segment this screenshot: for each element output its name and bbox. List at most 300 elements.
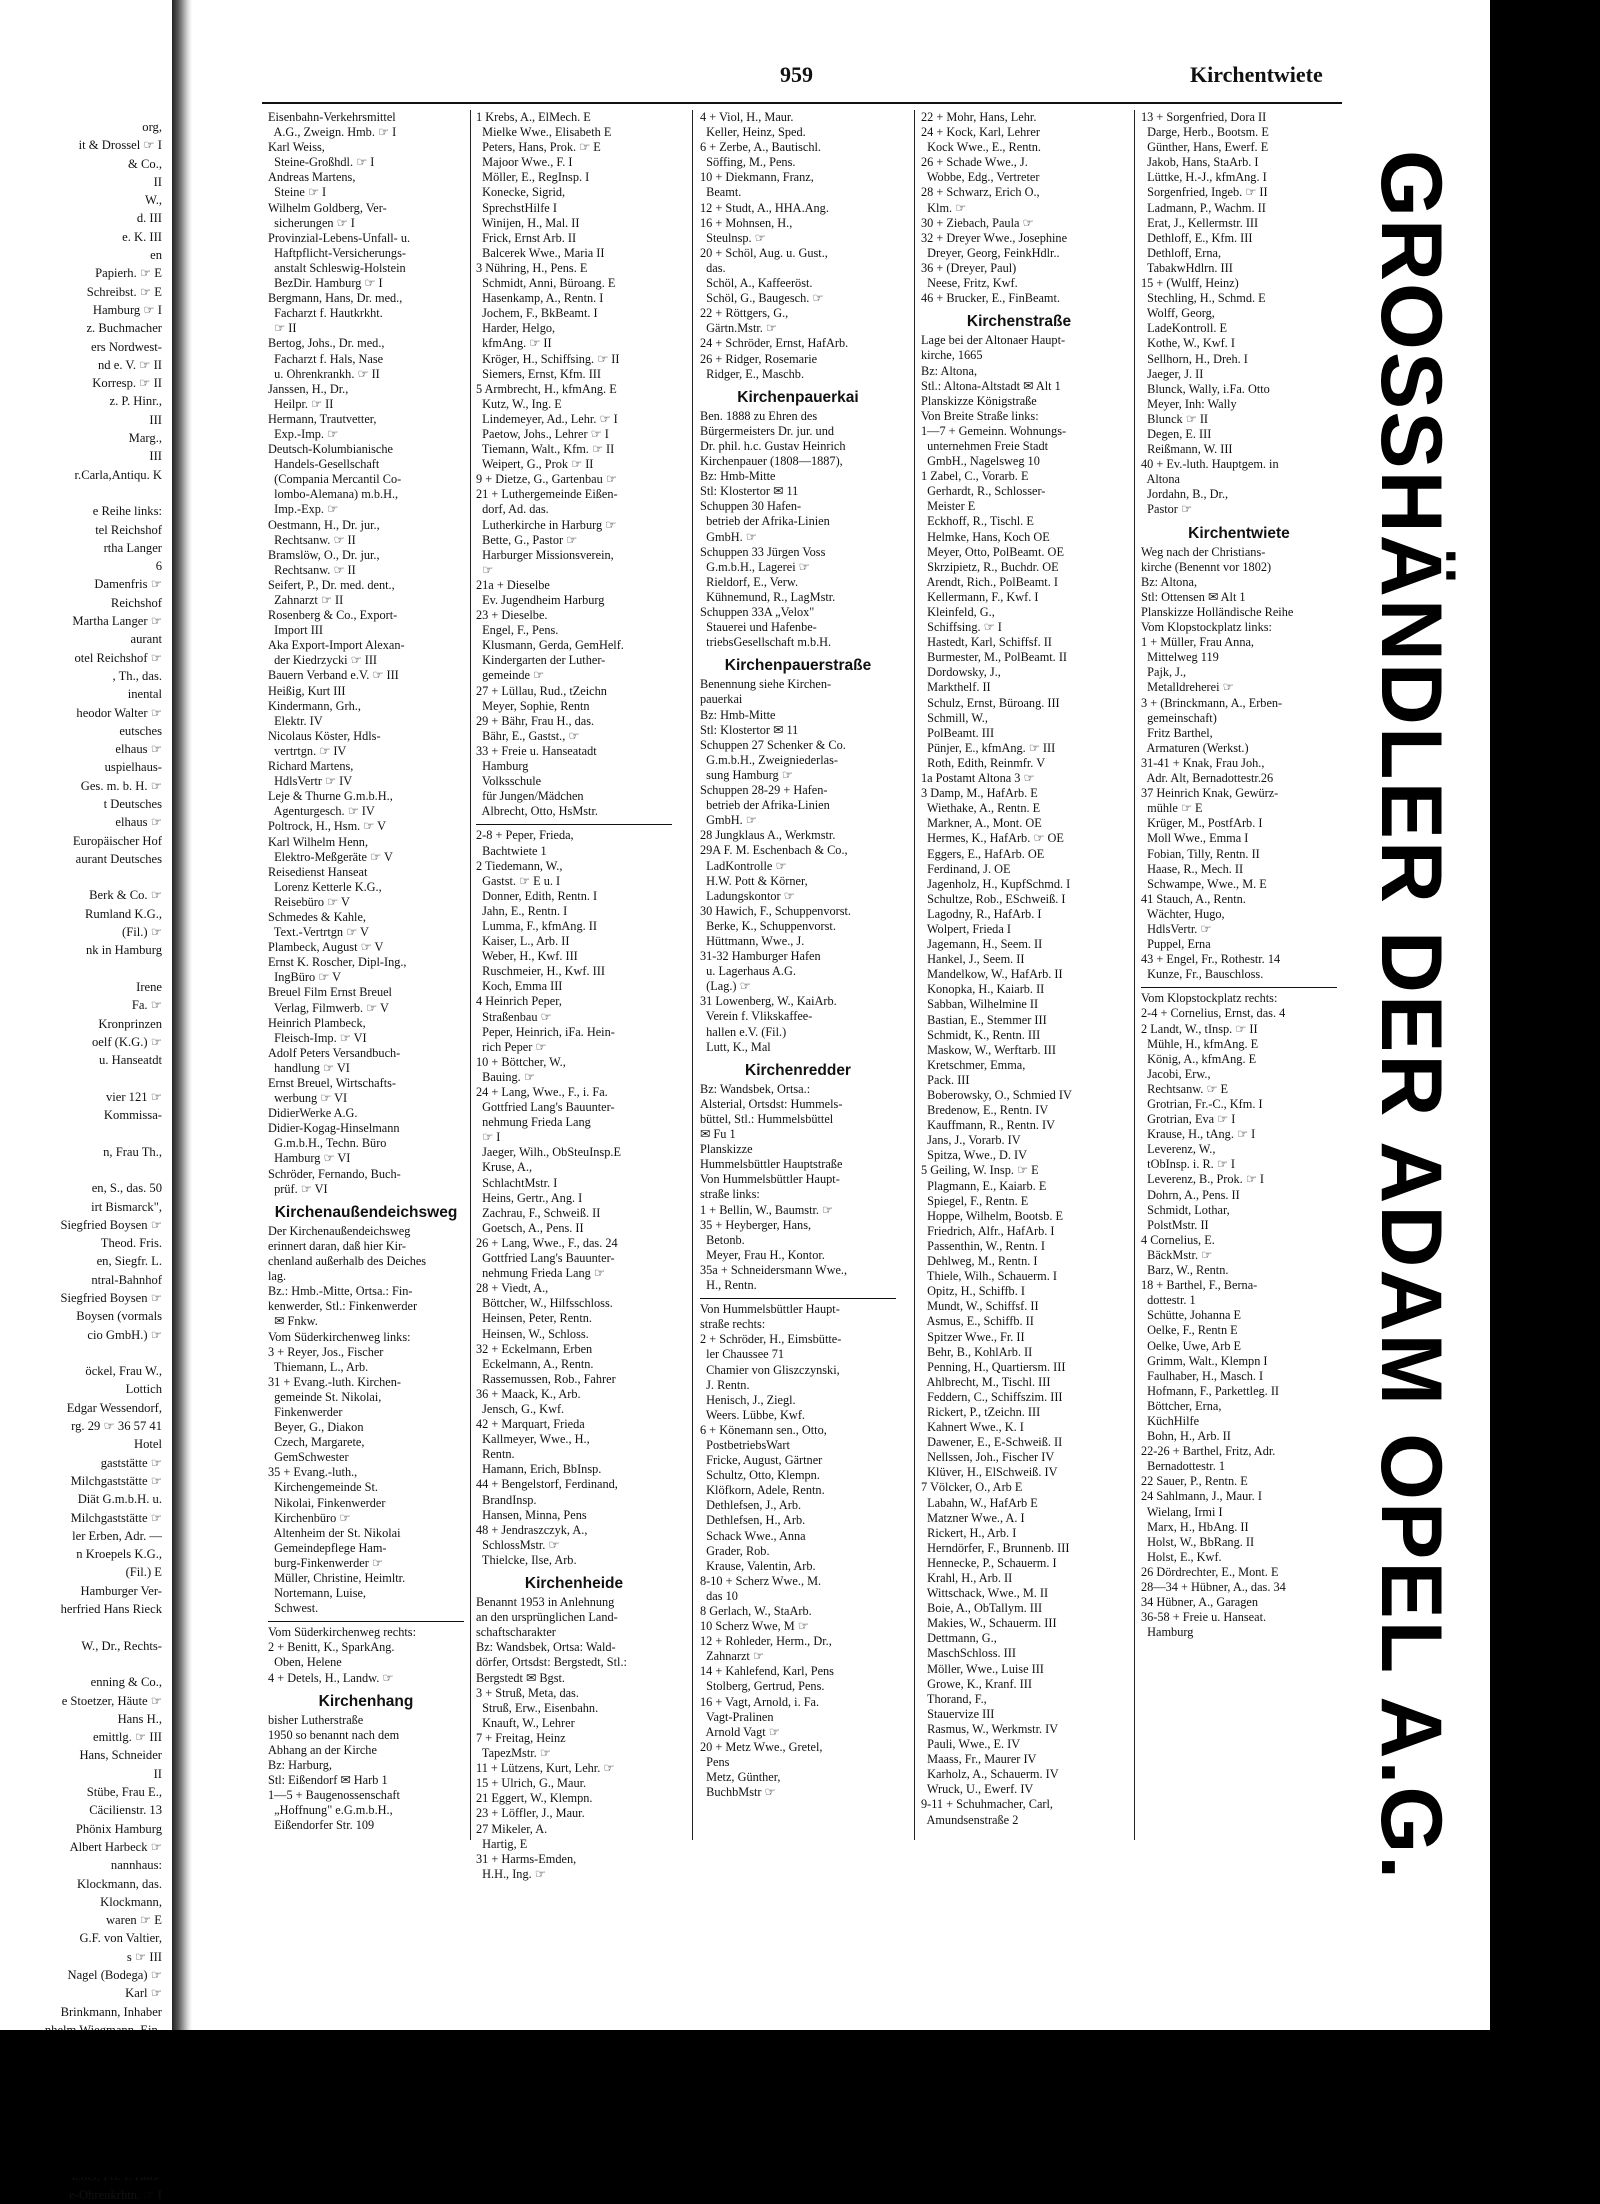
directory-line: TapezMstr. ☞: [476, 1746, 551, 1761]
directory-line: Karl Weiss,: [268, 140, 325, 155]
directory-line: Kleinfeld, G.,: [921, 605, 995, 619]
directory-line: Arendt, Rich., PolBeamt. I: [921, 574, 1058, 589]
directory-line: Steine ☞ I: [268, 185, 327, 200]
directory-line: 43 + Engel, Fr., Rothestr. 14: [1141, 952, 1281, 967]
directory-line: Peters, Hans, Prok. ☞ E: [476, 140, 601, 155]
directory-line: 6 + Könemann sen., Otto,: [700, 1422, 827, 1437]
directory-line: gemeinde ☞: [476, 668, 545, 683]
directory-line: G.m.b.H., Lagerei ☞: [700, 559, 810, 574]
directory-line: Jaeger, J. II: [1141, 366, 1204, 381]
directory-line: Thiele, Wilh., Schauerm. I: [921, 1269, 1057, 1284]
directory-line: Fricke, August, Gärtner: [700, 1453, 823, 1468]
directory-line: 31-32 Hamburger Hafen: [700, 949, 821, 964]
directory-line: Schmidt, Anni, Büroang. E: [476, 276, 616, 291]
directory-line: Darge, Herb., Bootsm. E: [1141, 125, 1269, 140]
directory-line: Benannt 1953 in Anlehnung: [476, 1595, 615, 1610]
directory-line: Stl.: Altona-Altstadt ✉ Alt 1: [921, 378, 1061, 393]
directory-line: Weber, H., Kwf. III: [476, 949, 578, 964]
directory-line: Ruschmeier, H., Kwf. III: [476, 964, 605, 979]
directory-line: gemeinde St. Nikolai,: [268, 1389, 382, 1404]
directory-line: Pauli, Wwe., E. IV: [921, 1737, 1021, 1752]
directory-line: Sabban, Wilhelmine II: [921, 997, 1039, 1012]
directory-line: Nortemann, Luise,: [268, 1586, 367, 1601]
directory-line: Schwampe, Wwe., M. E: [1141, 876, 1267, 891]
directory-line: Kirchenbüro ☞: [268, 1510, 351, 1525]
directory-line: Amundsenstraße 2: [921, 1812, 1019, 1827]
directory-line: 22 Sauer, P., Rentn. E: [1141, 1474, 1248, 1489]
directory-line: Bramslöw, O., Dr. jur.,: [268, 547, 380, 562]
directory-line: Müller, Christine, Heimltr.: [268, 1571, 406, 1585]
column-3: [700, 110, 896, 1860]
directory-line: Eckelmann, A., Rentn.: [476, 1356, 594, 1371]
directory-line: Gastst. ☞ E u. I: [476, 873, 561, 888]
directory-line: Böttcher, W., Hilfsschloss.: [476, 1296, 613, 1311]
directory-line: 41 Stauch, A., Rentn.: [1141, 891, 1246, 906]
directory-line: 15 + Ulrich, G., Maur.: [476, 1776, 587, 1791]
directory-line: Helmke, Hans, Koch OE: [921, 529, 1050, 544]
directory-line: das 10: [700, 1588, 738, 1603]
directory-line: Hennecke, P., Schauerm. I: [921, 1555, 1057, 1570]
directory-line: Hummelsbüttler Hauptstraße: [700, 1157, 843, 1172]
directory-line: Leverenz, B., Prok. ☞ I: [1141, 1172, 1265, 1187]
directory-line: Fobian, Tilly, Rentn. II: [1141, 846, 1260, 861]
directory-line: Henisch, J., Ziegl.: [700, 1392, 796, 1407]
directory-line: Asmus, E., Schiffb. II: [921, 1314, 1034, 1329]
directory-line: Schuppen 27 Schenker & Co.: [700, 737, 846, 752]
directory-line: Harder, Helgo,: [476, 321, 556, 336]
directory-line: 31 + Evang.-luth. Kirchen-: [268, 1374, 401, 1389]
directory-line: Breuel Film Ernst Breuel: [268, 985, 392, 1000]
directory-line: 35 + Evang.-luth.,: [268, 1465, 358, 1480]
directory-line: Leverenz, W.,: [1141, 1142, 1216, 1157]
directory-line: Krause, Valentin, Arb.: [700, 1558, 816, 1573]
directory-line: 42 + Marquart, Frieda: [476, 1417, 585, 1432]
directory-line: Gerhardt, R., Schlosser-: [921, 484, 1046, 499]
directory-line: chenland außerhalb des Deiches: [268, 1254, 427, 1269]
directory-line: Heißig, Kurt III: [268, 683, 346, 698]
directory-line: H.W. Pott & Körner,: [700, 873, 808, 888]
directory-line: Wolff, Georg,: [1141, 306, 1215, 321]
directory-line: Verlag, Filmwerb. ☞ V: [268, 1000, 389, 1015]
directory-line: Feddern, C., Schiffszim. III: [921, 1389, 1063, 1404]
directory-line: Lagodny, R., HafArb. I: [921, 906, 1042, 921]
directory-line: Dordowsky, J.,: [921, 665, 1001, 680]
directory-line: Frick, Ernst Arb. II: [476, 230, 577, 245]
directory-line: kfmAng. ☞ II: [476, 336, 552, 351]
directory-line: Finkenwerder: [268, 1404, 343, 1419]
directory-line: Stauervize III: [921, 1706, 995, 1721]
street-heading: Kirchenheide: [524, 1575, 624, 1592]
directory-line: Behr, B., KohlArb. II: [921, 1344, 1033, 1359]
directory-line: Bz: Hmb-Mitte: [700, 469, 776, 484]
directory-line: Schuppen 28-29 + Hafen-: [700, 783, 828, 798]
directory-line: 4 + Viol, H., Maur.: [700, 110, 794, 124]
directory-line: Steulnsp. ☞: [700, 230, 766, 245]
directory-line: 3 Damp, M., HafArb. E: [921, 786, 1038, 801]
directory-line: DidierWerke A.G.: [268, 1106, 358, 1121]
directory-line: G.m.b.H., Zweigniederlas-: [700, 752, 838, 767]
directory-line: „Hoffnung" e.G.m.b.H.,: [268, 1803, 393, 1818]
directory-line: Hasenkamp, A., Rentn. I: [476, 291, 604, 306]
directory-line: Schultze, Rob., ESchweiß. I: [921, 891, 1066, 906]
directory-line: Ferdinand, J. OE: [921, 861, 1011, 876]
directory-line: Kirchengemeinde St.: [268, 1480, 378, 1495]
directory-line: Janssen, H., Dr.,: [268, 381, 349, 396]
directory-line: Leje & Thurne G.m.b.H.,: [268, 789, 393, 804]
directory-line: Makies, W., Schauerm. III: [921, 1616, 1057, 1631]
directory-line: Meyer, Sophie, Rentn: [476, 698, 590, 713]
directory-line: Grimm, Walt., Klempn I: [1141, 1353, 1268, 1368]
directory-line: Spiegel, F., Rentn. E: [921, 1193, 1029, 1208]
directory-line: kirche, 1665: [921, 348, 983, 363]
directory-line: Andreas Martens,: [268, 170, 356, 185]
directory-line: Bergmann, Hans, Dr. med.,: [268, 291, 403, 306]
directory-line: 21a + Dieselbe: [476, 577, 550, 592]
directory-line: lag.: [268, 1269, 287, 1284]
directory-line: Hamburg: [1141, 1625, 1194, 1640]
directory-line: Albrecht, Otto, HsMstr.: [476, 804, 598, 819]
directory-line: Kühnemund, R., LagMstr.: [700, 589, 836, 604]
column-divider: [914, 110, 915, 1840]
directory-line: ✉ Fu 1: [700, 1127, 736, 1142]
directory-line: 28 + Schwarz, Erich O.,: [921, 185, 1040, 200]
directory-line: Von Hummelsbüttler Haupt-: [700, 1172, 840, 1187]
directory-line: Aka Export-Import Alexan-: [268, 638, 405, 653]
directory-line: Armaturen (Werkst.): [1141, 740, 1249, 755]
directory-line: (Lag.) ☞: [700, 979, 751, 994]
directory-line: Hamburg: [476, 759, 529, 774]
directory-line: 5 Armbrecht, H., kfmAng. E: [476, 381, 617, 396]
directory-line: Dethlefsen, J., Arb.: [700, 1498, 802, 1513]
directory-line: Spitza, Wwe., D. IV: [921, 1148, 1027, 1163]
directory-line: Schmill, W.,: [921, 710, 988, 725]
directory-line: Dethloff, E., Kfm. III: [1141, 230, 1253, 245]
directory-line: Pastor ☞: [1141, 502, 1192, 517]
directory-line: Schulz, Ernst, Büroang. III: [921, 695, 1060, 710]
directory-line: Schiffsing. ☞ I: [921, 620, 1002, 635]
directory-line: Labahn, W., HafArb E: [921, 1495, 1038, 1510]
directory-line: kenwerder, Stl.: Finkenwerder: [268, 1299, 418, 1314]
directory-line: hallen e.V. (Fil.): [700, 1024, 787, 1039]
directory-line: Schütte, Johanna E: [1141, 1308, 1242, 1323]
directory-line: Meyer, Otto, PolBeamt. OE: [921, 544, 1064, 559]
directory-line: Plambeck, August ☞ V: [268, 940, 384, 955]
directory-line: Böttcher, Erna,: [1141, 1398, 1222, 1413]
directory-line: kirche (Benennt vor 1802): [1141, 559, 1272, 574]
directory-line: Grader, Rob.: [700, 1543, 770, 1558]
directory-line: Growe, K., Kranf. III: [921, 1676, 1032, 1691]
scan-border-bottom: [0, 2030, 1600, 2177]
directory-line: Kutz, W., Ing. E: [476, 396, 562, 411]
directory-line: 1 + Müller, Frau Anna,: [1141, 635, 1255, 650]
directory-line: Boie, A., ObTallym. III: [921, 1601, 1043, 1616]
directory-line: 29 + Bähr, Frau H., das.: [476, 713, 595, 728]
directory-line: Weers. Lübbe, Kwf.: [700, 1407, 805, 1422]
directory-line: HdlsVertr. ☞: [1141, 921, 1212, 936]
directory-line: 33 + Freie u. Hanseatadt: [476, 743, 597, 758]
directory-line: Winijen, H., Mal. II: [476, 215, 580, 230]
directory-line: Kallmeyer, Wwe., H.,: [476, 1432, 590, 1447]
directory-line: 1—7 + Gemeinn. Wohnungs-: [921, 423, 1067, 438]
directory-line: nehmung Frieda Lang: [476, 1115, 591, 1130]
directory-line: Stauerei und Hafenbe-: [700, 620, 817, 635]
directory-line: Chamier von Gliszczynski,: [700, 1362, 840, 1377]
directory-line: 21 Eggert, W., Klempn.: [476, 1791, 593, 1806]
directory-line: Wobbe, Edg., Vertreter: [921, 170, 1040, 185]
directory-line: Kruse, A.,: [476, 1160, 533, 1175]
vertical-advertisement: [1363, 150, 1490, 1882]
directory-line: Grotrian, Fr.-C., Kfm. I: [1141, 1097, 1263, 1111]
directory-line: Von Hummelsbüttler Haupt-: [700, 1302, 840, 1317]
directory-line: Benennung siehe Kirchen-: [700, 677, 832, 692]
directory-line: Karl Wilhelm Henn,: [268, 834, 369, 849]
directory-line: 8 Gerlach, W., StaArb.: [700, 1604, 812, 1618]
directory-line: Schwest.: [268, 1601, 319, 1616]
directory-line: Kauffmann, R., Rentn. IV: [921, 1118, 1055, 1133]
directory-line: PolstMstr. II: [1141, 1217, 1209, 1232]
directory-line: Handels-Gesellschaft: [268, 457, 380, 472]
directory-line: Steine-Großhdl. ☞ I: [268, 155, 375, 170]
directory-line: Zahnarzt ☞ II: [268, 593, 344, 607]
directory-line: Beyer, G., Diakon: [268, 1420, 364, 1435]
directory-line: Krause, H., tAng. ☞ I: [1141, 1127, 1256, 1142]
directory-line: Heins, Gertr., Ang. I: [476, 1190, 583, 1205]
directory-line: 4 Cornelius, E.: [1141, 1232, 1215, 1247]
directory-line: dörfer, Ortsdst: Bergstedt, Stl.:: [476, 1655, 627, 1670]
directory-line: an den ursprünglichen Land-: [476, 1610, 618, 1625]
directory-line: Wilhelm Goldberg, Ver-: [268, 200, 387, 215]
directory-line: Barz, W., Rentn.: [1141, 1263, 1229, 1278]
directory-line: Pajk, J.,: [1141, 665, 1187, 680]
directory-line: Wiethake, A., Rentn. E: [921, 801, 1041, 816]
directory-line: PolBeamt. III: [921, 725, 995, 740]
directory-line: Facharzt f. Hals, Nase: [268, 351, 384, 366]
directory-line: straße rechts:: [700, 1317, 766, 1332]
directory-line: SchlossMstr. ☞: [476, 1537, 560, 1552]
directory-line: 31 + Harms-Emden,: [476, 1851, 577, 1866]
directory-line: Rassemussen, Rob., Fahrer: [476, 1371, 616, 1386]
directory-line: Stolberg, Gertrud, Pens.: [700, 1679, 825, 1694]
directory-line: Lutt, K., Mal: [700, 1039, 771, 1054]
column-divider: [470, 110, 471, 1840]
directory-line: Vagt-Pralinen: [700, 1709, 774, 1724]
directory-line: ☞ I: [476, 1130, 501, 1145]
directory-line: Bertog, Johs., Dr. med.,: [268, 336, 385, 351]
directory-line: Kröger, H., Schiffsing. ☞ II: [476, 351, 620, 366]
column-2: [476, 110, 672, 1881]
directory-line: 48 + Jendraszczyk, A.,: [476, 1522, 588, 1537]
directory-line: Heilpr. ☞ II: [268, 396, 334, 411]
directory-line: Ernst Breuel, Wirtschafts-: [268, 1076, 397, 1090]
directory-line: Jagenholz, H., KupfSchmd. I: [921, 876, 1071, 891]
directory-line: Oestmann, H., Dr. jur.,: [268, 517, 380, 532]
directory-line: 13 + Sorgenfried, Dora II: [1141, 110, 1267, 124]
street-heading: Kirchenpauerkai: [737, 388, 859, 406]
directory-line: Import III: [268, 623, 323, 638]
directory-line: Rechtsanw. ☞ II: [268, 532, 356, 547]
directory-line: Rechtsanw. ☞ II: [268, 562, 356, 577]
directory-line: 28—34 + Hübner, A., das. 34: [1141, 1580, 1286, 1594]
running-head: Kirchentwiete: [1190, 62, 1323, 87]
directory-line: Abhang an der Kirche: [268, 1742, 377, 1757]
directory-line: 6 + Zerbe, A., Bautischl.: [700, 140, 821, 155]
directory-line: LadKontrolle ☞: [700, 858, 787, 873]
advertisement-text: GROSSHÄNDLER DER ADAM OPEL A.G.: [1363, 150, 1459, 1882]
directory-line: Ahlbrecht, M., Tischl. III: [921, 1374, 1051, 1389]
directory-line: Blunck, Wally, i.Fa. Otto: [1141, 381, 1270, 396]
facing-page-text: org, it & Drossel ☞ I & Co., II W., d. III e. K. III en Papierh. ☞ E Schreibst. ☞ E Hamburg ☞ I z. Buchmacher ers Nordwest- nd e. V. ☞ II Korresp. ☞ II z. P. Hinr., III Marg., III r.Carla,Antiqu. K e Reihe links: tel Reichshof rtha Langer 6 Damenfris ☞ Reichshof Martha Langer ☞ aurant otel Reichshof ☞ , Th., das. inental heodor Walter ☞ eutsches elhaus ☞ uspielhaus- Ges. m. b. H. ☞ t Deutsches elhaus ☞ Europäischer Hof aurant Deutsches Berk & Co. ☞ Rumland K.G., (Fil.) ☞ nk in Hamburg Irene Fa. ☞ Kronprinzen oelf (K.G.) ☞ u. Hanseatdt vier 121 ☞ Kommissa- n, Frau Th., en, S., das. 50 irt Bismarck", Siegfried Boysen ☞ Theod. Fris. en, Siegfr. L. ntral-Bahnhof Siegfried Boysen ☞ Boysen (vormals cio GmbH.) ☞ öckel, Frau W., Lottich Edgar Wessendorf, rg. 29 ☞ 36 57 41 Hotel gaststätte ☞ Milchgaststätte ☞ Diät G.m.b.H. u. Milchgaststätte ☞ ler Erben, Adr. — n Kroepels K.G., (Fil.) E Hamburger Ver- herfried Hans Rieck W., Dr., Rechts- enning & Co., e Stoetzer, Häute ☞ Hans H., emittlg. ☞ III Hans, Schneider II Stübe, Frau E., Cäcilienstr. 13 Phönix Hamburg Albert Harbeck ☞ nannhaus: Klockmann, das. Klockmann, waren ☞ E G.F. von Valtier, s ☞ III Nagel (Bodega) ☞ Karl ☞ Brinkmann, Inhaber e-Ohrenkrhtn. ☞ I: [60, 120, 162, 2202]
directory-line: 27 + Lüllau, Rud., tZeichn: [476, 683, 607, 698]
directory-line: Facharzt f. Hautkrkht.: [268, 306, 383, 321]
directory-line: 30 + Ziebach, Paula ☞: [921, 215, 1034, 230]
directory-line: Ladungskontor ☞: [700, 888, 795, 903]
directory-line: H.H., Ing. ☞: [476, 1866, 546, 1881]
directory-line: Meister E: [921, 499, 976, 514]
directory-line: lombo-Alemana) m.b.H.,: [268, 487, 399, 502]
directory-line: 15 + (Wulff, Heinz): [1141, 276, 1239, 291]
directory-line: Engel, F., Pens.: [476, 623, 559, 638]
column-divider: [692, 110, 693, 1840]
directory-line: Marx, H., HbAng. II: [1141, 1519, 1249, 1534]
directory-line: betrieb der Afrika-Linien: [700, 514, 830, 529]
directory-line: Adolf Peters Versandbuch-: [268, 1045, 401, 1060]
directory-line: Bz: Altona,: [1141, 574, 1198, 589]
directory-line: Peper, Heinrich, iFa. Hein-: [476, 1024, 615, 1039]
directory-line: 10 + Diekmann, Franz,: [700, 170, 814, 185]
directory-line: 1 Krebs, A., ElMech. E: [476, 110, 591, 124]
directory-line: Mandelkow, W., HafArb. II: [921, 967, 1063, 982]
directory-line: das.: [700, 260, 726, 275]
street-heading: Kirchenaußendeichsweg: [274, 1203, 458, 1221]
directory-line: handlung ☞ VI: [268, 1060, 350, 1075]
directory-line: Metz, Günther,: [700, 1770, 781, 1785]
directory-line: straße links:: [700, 1187, 760, 1202]
book-gutter: [172, 0, 192, 2030]
directory-line: Markner, A., Mont. OE: [921, 816, 1042, 831]
directory-line: 21 + Luthergemeinde Eißen-: [476, 487, 618, 502]
directory-line: mühle ☞ E: [1141, 801, 1203, 816]
directory-line: Knauft, W., Lehrer: [476, 1715, 575, 1730]
directory-line: 1—5 + Baugenossenschaft: [268, 1788, 400, 1803]
directory-line: Schuppen 33 Jürgen Voss: [700, 544, 826, 559]
directory-line: 22 + Mohr, Hans, Lehr.: [921, 110, 1037, 124]
directory-line: Jordahn, B., Dr.,: [1141, 487, 1229, 502]
directory-line: Rickert, H., Arb. I: [921, 1525, 1017, 1540]
directory-line: Bohn, H., Arb. II: [1141, 1429, 1231, 1444]
directory-line: GmbH. ☞: [700, 813, 757, 828]
directory-line: Zahnarzt ☞: [700, 1649, 764, 1664]
page-number: 959: [780, 62, 813, 87]
directory-line: GemSchwester: [268, 1450, 349, 1465]
directory-line: Weg nach der Christians-: [1141, 544, 1266, 559]
directory-line: Bette, G., Pastor ☞: [476, 532, 578, 547]
directory-line: Hermann, Trautvetter,: [268, 411, 377, 426]
directory-line: der Kiedrzycki ☞ III: [268, 653, 378, 668]
street-heading: Kirchenpauerstraße: [724, 657, 872, 675]
directory-line: Bredenow, E., Rentn. IV: [921, 1103, 1049, 1118]
directory-line: Kirchenpauer (1808—1887),: [700, 454, 843, 469]
directory-line: Matzner Wwe., A. I: [921, 1510, 1025, 1525]
section-rule: [476, 824, 672, 825]
directory-line: Bz: Hmb-Mitte: [700, 707, 776, 722]
street-heading: Kirchenredder: [745, 1061, 851, 1079]
directory-line: 26 + Ridger, Rosemarie: [700, 351, 818, 366]
section-rule: [268, 1621, 464, 1622]
directory-line: Adr. Alt, Bernadottestr.26: [1141, 771, 1274, 786]
directory-line: 2 + Benitt, K., SparkAng.: [268, 1640, 395, 1655]
directory-line: Wruck, U., Ewerf. IV: [921, 1782, 1034, 1797]
directory-line: Markthelf. II: [921, 680, 991, 695]
directory-line: 10 Scherz Wwe, M ☞: [700, 1619, 809, 1634]
directory-line: Keller, Heinz, Sped.: [700, 125, 806, 140]
directory-line: gemeinschaft): [1141, 710, 1217, 725]
directory-line: Konecke, Sigrid,: [476, 185, 566, 200]
directory-line: Reißmann, W. III: [1141, 442, 1233, 457]
directory-line: 8-10 + Scherz Wwe., M.: [700, 1573, 822, 1588]
directory-line: Majoor Wwe., F. I: [476, 155, 573, 170]
directory-line: Grotrian, Eva ☞ I: [1141, 1112, 1236, 1127]
directory-line: Hastedt, Karl, Schiffsf. II: [921, 635, 1052, 650]
directory-line: Verein f. Vlikskaffee-: [700, 1009, 813, 1024]
directory-line: 28 + Viedt, A.,: [476, 1281, 549, 1296]
directory-line: Reisedienst Hanseat: [268, 864, 368, 879]
directory-line: 32 + Eckelmann, Erben: [476, 1341, 593, 1356]
directory-line: 1950 so benannt nach dem: [268, 1727, 400, 1742]
directory-line: 14 + Kahlefend, Karl, Pens: [700, 1664, 834, 1679]
directory-line: Schöl, G., Baugesch. ☞: [700, 291, 824, 306]
directory-line: Kock Wwe., E., Rentn.: [921, 140, 1041, 155]
directory-line: Jahn, E., Rentn. I: [476, 903, 568, 918]
directory-line: Degen, E. III: [1141, 426, 1212, 441]
directory-line: 24 + Schröder, Ernst, HafArb.: [700, 336, 849, 351]
directory-line: Mielke Wwe., Elisabeth E: [476, 125, 612, 140]
directory-line: Alsterial, Ortsdst: Hummels-: [700, 1096, 843, 1111]
directory-line: Jagemann, H., Seem. II: [921, 937, 1043, 952]
directory-line: Schröder, Fernando, Buch-: [268, 1166, 401, 1181]
directory-line: Schack Wwe., Anna: [700, 1528, 806, 1543]
directory-line: Kretschmer, Emma,: [921, 1057, 1026, 1072]
directory-line: Friedrich, Alfr., HafArb. I: [921, 1223, 1055, 1238]
directory-line: büttel, Stl.: Hummelsbüttel: [700, 1112, 834, 1126]
directory-line: Hofmann, F., Parkettleg. II: [1141, 1383, 1280, 1398]
directory-line: 28 Jungklaus A., Werkmstr.: [700, 828, 836, 843]
directory-line: Maskow, W., Werftarb. III: [921, 1042, 1056, 1057]
directory-line: 9 + Dietze, G., Gartenbau ☞: [476, 472, 617, 487]
directory-line: ☞: [476, 562, 494, 577]
directory-line: Nellssen, Joh., Fischer IV: [921, 1450, 1055, 1465]
directory-line: Oben, Helene: [268, 1655, 342, 1670]
directory-line: SprechstHilfe I: [476, 200, 557, 215]
directory-line: SchlachtMstr. I: [476, 1175, 558, 1190]
directory-line: Arnold Vagt ☞: [700, 1724, 780, 1739]
directory-line: Eggers, E., HafArb. OE: [921, 846, 1045, 861]
directory-line: Richard Martens,: [268, 759, 354, 774]
directory-line: Klm. ☞: [921, 200, 967, 215]
directory-line: BezDir. Hamburg ☞ I: [268, 276, 383, 291]
directory-line: Beamt.: [700, 185, 742, 200]
directory-line: Fleisch-Imp. ☞ VI: [268, 1030, 367, 1045]
directory-line: Krüger, M., PostfArb. I: [1141, 816, 1263, 831]
directory-line: 2 + Schröder, H., Eimsbütte-: [700, 1332, 842, 1347]
directory-line: sung Hamburg ☞: [700, 767, 793, 782]
directory-line: Hartig, E: [476, 1836, 528, 1851]
directory-line: Thielcke, Ilse, Arb.: [476, 1552, 577, 1567]
directory-line: Gärtn.Mstr. ☞: [700, 321, 777, 336]
directory-line: Dethloff, Erna,: [1141, 245, 1222, 260]
directory-line: LadeKontroll. E: [1141, 321, 1228, 336]
directory-line: Klüver, H., ElSchweiß. IV: [921, 1465, 1058, 1480]
directory-line: Jakob, Hans, StaArb. I: [1141, 155, 1259, 170]
